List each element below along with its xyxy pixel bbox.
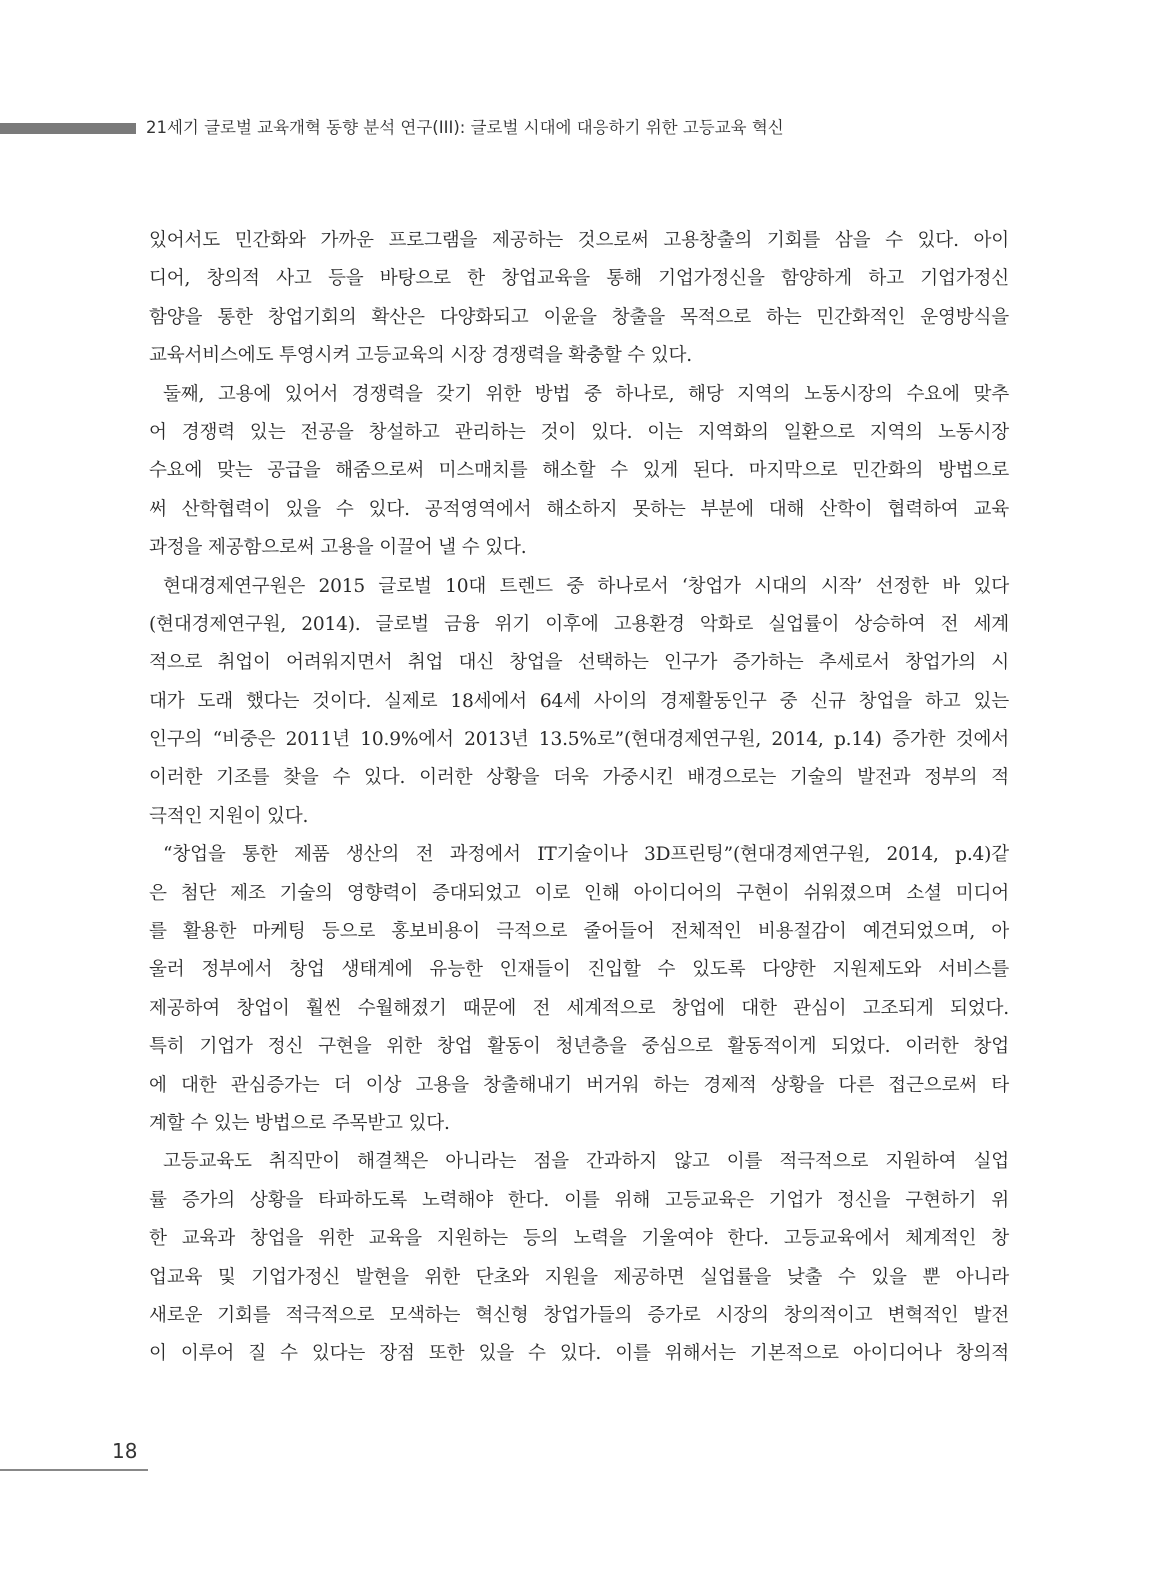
header-accent-bar (0, 123, 136, 134)
footer-rule (0, 1469, 148, 1471)
text-line: 대가 도래 했다는 것이다. 실제로 18세에서 64세 사이의 경제활동인구 중 신규 창업을 하고 있는 (149, 690, 1009, 712)
text-line: 있어서도 민간화와 가까운 프로그램을 제공하는 것으로써 고용창출의 기회를 삼을 수 있다. 아이 (149, 230, 1009, 251)
text-line: 적으로 취업이 어려워지면서 취업 대신 창업을 선택하는 인구가 증가하는 추세로서 창업가의 시 (149, 652, 1009, 674)
text-line: 특히 기업가 정신 구현을 위한 창업 활동이 청년층을 중심으로 활동적이게 되었다. 이러한 창업 (149, 1036, 1009, 1058)
text-line: “창업을 통한 제품 생산의 전 과정에서 IT기술이나 3D프린팅”(현대경제연구원, 2014, p.4)같 (163, 844, 1009, 866)
text-line: 고등교육도 취직만이 해결책은 아니라는 점을 간과하지 않고 이를 적극적으로 지원하여 실업 (163, 1151, 1009, 1173)
page-number: 18 (112, 1439, 138, 1463)
text-line: 현대경제연구원은 2015 글로벌 10대 트렌드 중 하나로서 ‘창업가 시대의 시작’ 선정한 바 있다 (163, 575, 1009, 597)
text-line: 은 첨단 제조 기술의 영향력이 증대되었고 이로 인해 아이디어의 구현이 쉬워졌으며 소셜 미디어 (149, 882, 1009, 904)
text-line: 교육서비스에도 투영시켜 고등교육의 시장 경쟁력을 확충할 수 있다. (149, 345, 693, 367)
body-text (149, 222, 1009, 1374)
text-line: 과정을 제공함으로써 고용을 이끌어 낼 수 있다. (149, 537, 527, 559)
text-line: 극적인 지원이 있다. (149, 805, 309, 827)
text-line: 써 산학협력이 있을 수 있다. 공적영역에서 해소하지 못하는 부분에 대해 산학이 협력하여 교육 (149, 498, 1009, 520)
text-line: 둘째, 고용에 있어서 경쟁력을 갖기 위한 방법 중 하나로, 해당 지역의 노동시장의 수요에 맞추 (163, 383, 1009, 405)
text-line: 계할 수 있는 방법으로 주목받고 있다. (149, 1112, 450, 1134)
text-line: 새로운 기회를 적극적으로 모색하는 혁신형 창업가들의 증가로 시장의 창의적이고 변혁적인 발전 (149, 1304, 1009, 1326)
text-line: 를 활용한 마케팅 등으로 홍보비용이 극적으로 줄어들어 전체적인 비용절감이 예견되었으며, 아 (149, 921, 1009, 943)
text-line: 업교육 및 기업가정신 발현을 위한 단초와 지원을 제공하면 실업률을 낮출 수 있을 뿐 아니라 (149, 1266, 1009, 1288)
running-header-title: 21세기 글로벌 교육개혁 동향 분석 연구(III): 글로벌 시대에 대응하기 위한 고등교육 혁신 (146, 118, 784, 137)
text-line: 이러한 기조를 찾을 수 있다. 이러한 상황을 더욱 가중시킨 배경으로는 기술의 발전과 정부의 적 (149, 767, 1009, 789)
text-line: 수요에 맞는 공급을 해줌으로써 미스매치를 해소할 수 있게 된다. 마지막으로 민간화의 방법으로 (149, 460, 1009, 482)
text-line: 제공하여 창업이 훨씬 수월해졌기 때문에 전 세계적으로 창업에 대한 관심이 고조되게 되었다. (149, 997, 1009, 1019)
text-line: 률 증가의 상황을 타파하도록 노력해야 한다. 이를 위해 고등교육은 기업가 정신을 구현하기 위 (149, 1189, 1009, 1211)
text-line: (현대경제연구원, 2014). 글로벌 금융 위기 이후에 고용환경 악화로 실업률이 상승하여 전 세계 (149, 613, 1009, 635)
text-line: 울러 정부에서 창업 생태계에 유능한 인재들이 진입할 수 있도록 다양한 지원제도와 서비스를 (149, 959, 1009, 981)
text-line: 인구의 “비중은 2011년 10.9%에서 2013년 13.5%로”(현대경제연구원, 2014, p.14) 증가한 것에서 (149, 729, 1009, 751)
text-line: 한 교육과 창업을 위한 교육을 지원하는 등의 노력을 기울여야 한다. 고등교육에서 체계적인 창 (149, 1228, 1009, 1250)
text-line: 이 이루어 질 수 있다는 장점 또한 있을 수 있다. 이를 위해서는 기본적으로 아이디어나 창의적 (149, 1343, 1009, 1365)
text-line: 함양을 통한 창업기회의 확산은 다양화되고 이윤을 창출을 목적으로 하는 민간화적인 운영방식을 (149, 306, 1009, 328)
text-line: 어 경쟁력 있는 전공을 창설하고 관리하는 것이 있다. 이는 지역화의 일환으로 지역의 노동시장 (149, 421, 1009, 443)
text-line: 에 대한 관심증가는 더 이상 고용을 창출해내기 버거워 하는 경제적 상황을 다른 접근으로써 타 (149, 1074, 1009, 1096)
text-line: 디어, 창의적 사고 등을 바탕으로 한 창업교육을 통해 기업가정신을 함양하게 하고 기업가정신 (149, 268, 1009, 290)
